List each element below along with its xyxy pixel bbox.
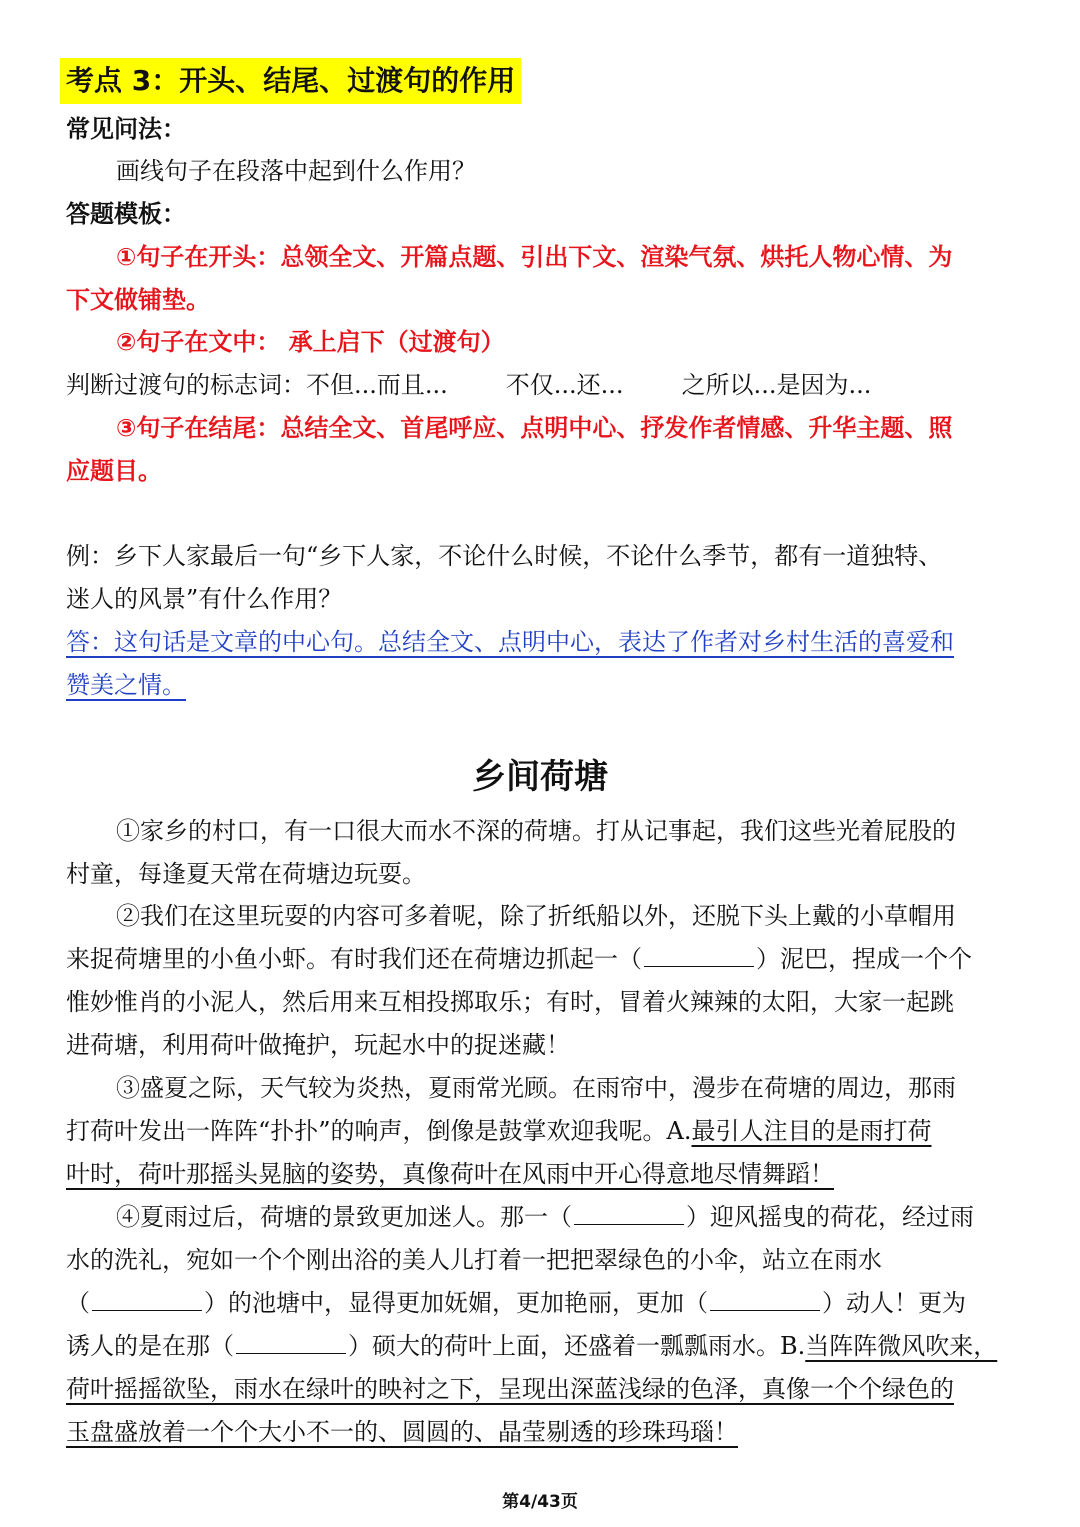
section-heading: 考点 3：开头、结尾、过渡句的作用 [60,58,521,104]
paragraph-4-line5: 荷叶摇摇欲坠，雨水在绿叶的映衬之下，呈现出深蓝浅绿的色泽，真像一个个绿色的 [66,1375,954,1403]
common-question: 画线句子在段落中起到什么作用？ [116,157,476,185]
example-line2: 迷人的风景”有什么作用？ [66,585,343,613]
text-segment: ）泥巴，捏成一个个 [756,945,972,973]
text-segment: （ [66,1289,90,1317]
common-question-label: 常见问法： [66,115,186,143]
paragraph-3-line1: ③盛夏之际，天气较为炎热，夏雨常光顾。在雨帘中，漫步在荷塘的周边，那雨 [116,1074,956,1102]
paragraph-2-line1: ②我们在这里玩耍的内容可多着呢，除了折纸船以外，还脱下头上戴的小草帽用 [116,902,956,930]
fill-blank-3[interactable] [92,1288,202,1311]
paragraph-4-line4 [66,1325,1016,1368]
fill-blank-2[interactable] [574,1202,684,1225]
fill-blank-5[interactable] [236,1331,346,1354]
paragraph-1-line1: ①家乡的村口，有一口很大而水不深的荷塘。打从记事起，我们这些光着屁股的 [116,817,956,845]
paragraph-2-line3: 惟妙惟肖的小泥人，然后用来互相投掷取乐；有时，冒着火辣辣的太阳，大家一起跳 [66,988,954,1016]
transition-word-2: 不仅...还... [505,371,624,399]
template-1-line1: ①句子在开头：总领全文、开篇点题、引出下文、渲染气氛、烘托人物心情、为 [116,243,953,271]
template-1-line2: 下文做铺垫。 [66,286,210,314]
fill-blank-1[interactable] [644,944,754,967]
template-2: ②句子在文中： 承上启下（过渡句） [116,328,505,356]
transition-label: 判断过渡句的标志词： [66,371,306,399]
text-segment: ④夏雨过后，荷塘的景致更加迷人。那一（ [116,1203,572,1231]
paragraph-2-line4: 进荷塘，利用荷叶做掩护，玩起水中的捉迷藏！ [66,1031,570,1059]
transition-words-line [66,364,1016,407]
underlined-sentence-b: 当阵阵微风吹来， [805,1332,998,1360]
answer-line2: 赞美之情。 [66,671,186,699]
article-title: 乡间荷塘 [472,757,608,797]
example-line1: 例：乡下人家最后一句“乡下人家，不论什么时候，不论什么季节，都有一道独特、 [66,542,943,570]
text-segment: 诱人的是在那（ [66,1332,234,1360]
page-number: 第4/43页 [502,1492,578,1512]
text-segment: 来捉荷塘里的小鱼小虾。有时我们还在荷塘边抓起一（ [66,945,642,973]
paragraph-4-line1 [116,1196,1066,1239]
transition-word-1: 不但...而且... [306,371,448,399]
paragraph-4-line2: 水的洗礼，宛如一个个刚出浴的美人儿打着一把把翠绿色的小伞，站立在雨水 [66,1246,882,1274]
template-3-line1: ③句子在结尾：总结全文、首尾呼应、点明中心、抒发作者情感、升华主题、照 [116,414,953,442]
paragraph-2-line2 [66,938,1016,981]
text-segment: ）硕大的荷叶上面，还盛着一瓢瓢雨水。B. [348,1332,806,1360]
paragraph-1-line2: 村童，每逢夏天常在荷塘边玩耍。 [66,860,426,888]
underlined-sentence-a: 最引人注目的是雨打荷 [691,1117,932,1145]
paragraph-4-line3 [66,1282,1016,1325]
text-segment: ）迎风摇曳的荷花，经过雨 [686,1203,974,1231]
template-3-line2: 应题目。 [66,457,162,485]
text-segment: ）的池塘中，显得更加妩媚，更加艳丽，更加（ [204,1289,708,1317]
text-segment: ）动人！更为 [822,1289,966,1317]
paragraph-4-line6: 玉盘盛放着一个个大小不一的、圆圆的、晶莹剔透的珍珠玛瑙！ [66,1418,738,1446]
fill-blank-4[interactable] [710,1288,820,1311]
paragraph-3-line2 [66,1110,1016,1153]
paragraph-3-line3: 叶时，荷叶那摇头晃脑的姿势，真像荷叶在风雨中开心得意地尽情舞蹈！ [66,1160,834,1188]
template-label: 答题模板： [66,200,186,228]
answer-line1: 答：这句话是文章的中心句。总结全文、点明中心，表达了作者对乡村生活的喜爱和 [66,628,954,656]
transition-word-3: 之所以...是因为... [681,371,872,399]
text-segment: 打荷叶发出一阵阵“扑扑”的响声，倒像是鼓掌欢迎我呢。A. [66,1117,692,1145]
